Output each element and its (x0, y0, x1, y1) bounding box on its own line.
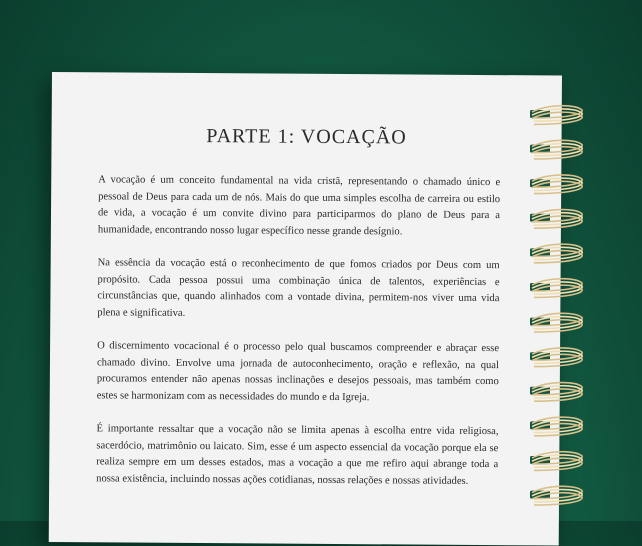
spiral-coil (530, 210, 582, 229)
spiral-coil (530, 175, 582, 194)
spiral-binding (528, 100, 588, 521)
paragraph-4: É importante ressaltar que a vocação não se limita apenas à escolha entre vida religiosa, sacerdócio, matrimônio ou laicato. Sim, esse é um aspecto essencial da vocação porque ela se realiza sempre em um desses estados, mas a vocação a que me refiro aqui abrange toda a nossa existência, incluindo nossas ações cotidianas, nossas relações e nossas atividades. (96, 423, 499, 487)
spiral-coil (530, 106, 582, 125)
spiral-coil (530, 417, 582, 436)
page-title: PARTE 1: VOCAÇÃO (206, 125, 407, 149)
paragraph-3: O discernimento vocacional é o processo pelo qual buscamos compreender e abraçar esse chamado divino. Envolve uma jornada de autoconhecimento, oração e reflexão, na qual procuramos entender não apenas nossas inclinações e desejos pessoais, mas também como estes se harmonizam com as necessidades do mundo e da Igreja. (96, 340, 500, 403)
notebook-page (49, 72, 562, 546)
paragraph-2: Na essência da vocação está o reconhecimento de que fomos criados por Deus com um propósito. Cada pessoa possui uma combinação única de talentos, experiências e circunstâncias que, quando alinhados com a vontade divina, permitem-nos viver uma vida plena e significativa. (97, 257, 500, 319)
spiral-coil (530, 313, 582, 332)
body-text (96, 172, 500, 507)
spiral-coil (530, 486, 582, 505)
spiral-coil (530, 279, 582, 298)
spiral-coil (530, 140, 582, 159)
spiral-coil (530, 244, 582, 263)
spiral-coil (530, 348, 582, 367)
spiral-coil (530, 452, 582, 471)
spiral-coil (530, 383, 582, 402)
paragraph-1: A vocação é um conceito fundamental na vida cristã, representando o chamado único e pessoal de Deus para cada um de nós. Mais do que uma simples escolha de carreira ou estilo de vida, a vocação é um convite divino para participarmos do plano de Deus para a humanidade, encontrando nosso lugar específico nesse grande desígnio. (97, 174, 501, 238)
